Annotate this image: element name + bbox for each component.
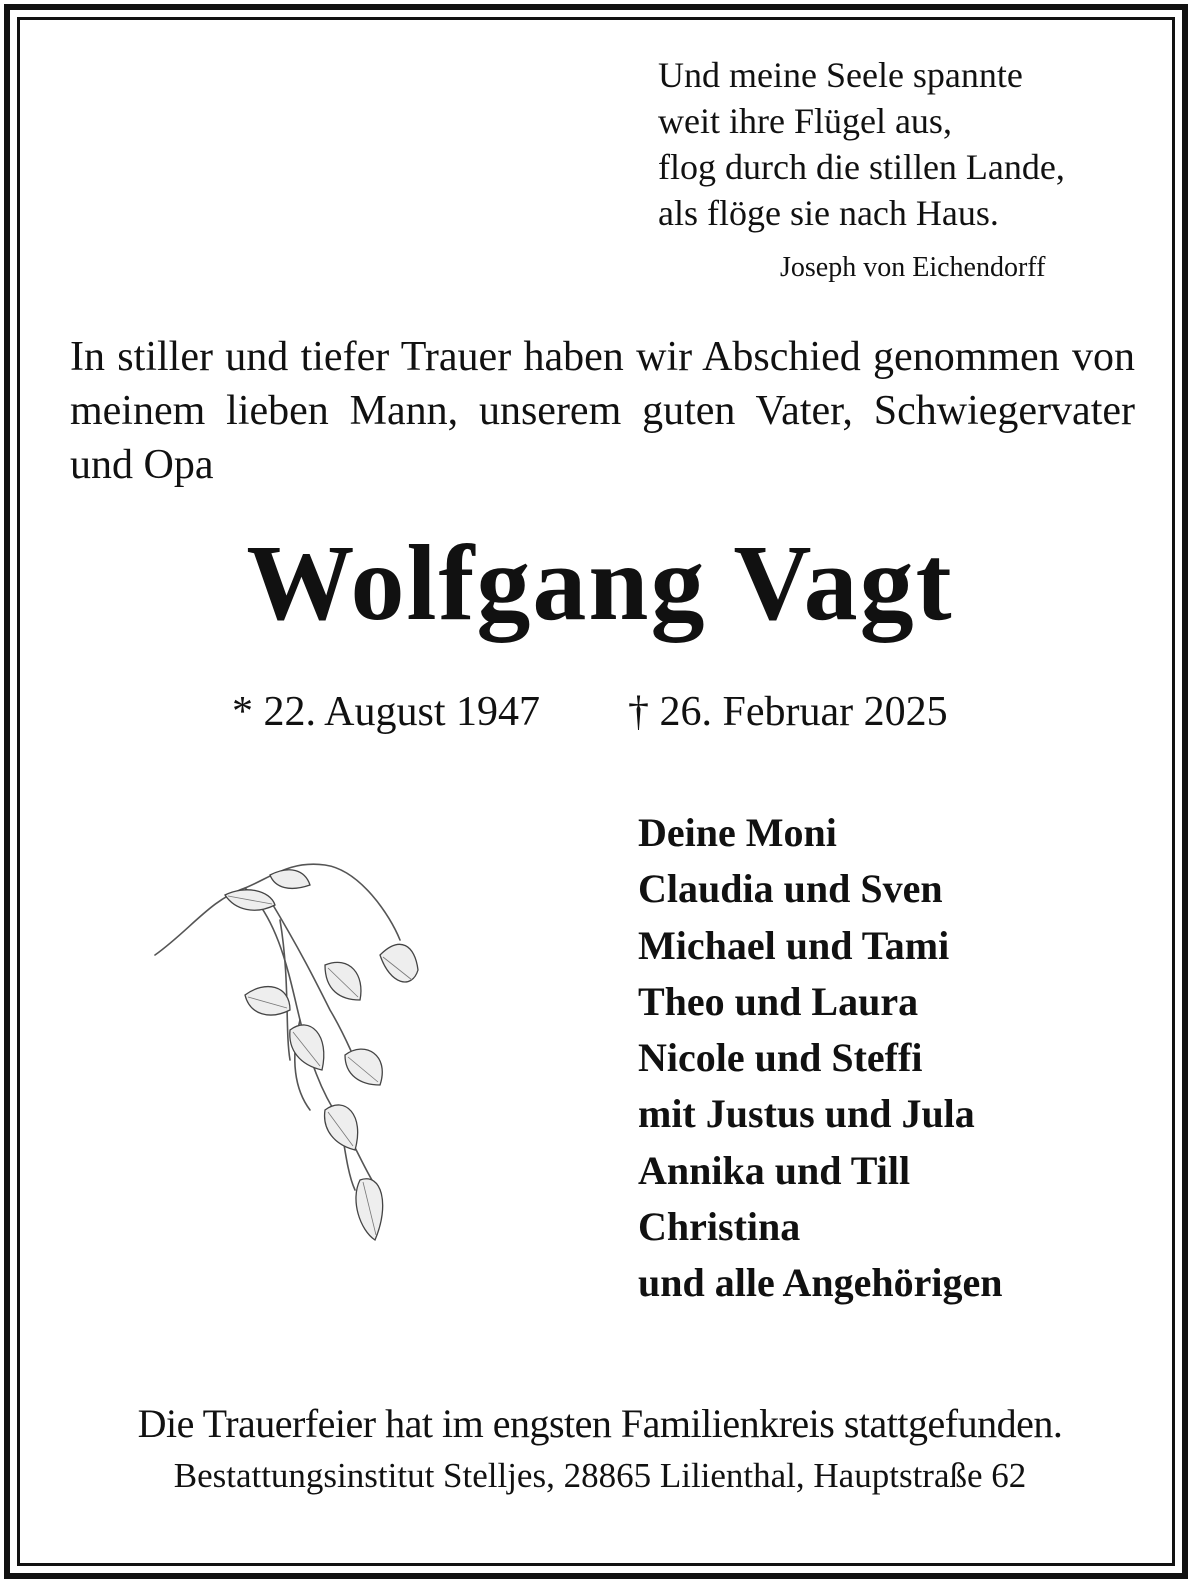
poem-line: weit ihre Flügel aus, (658, 101, 952, 141)
family-member: Nicole und Steffi (638, 1035, 923, 1081)
death-date: † 26. Februar 2025 (628, 689, 948, 735)
poem-line: als flöge sie nach Haus. (658, 193, 999, 233)
poem-line: flog durch die stillen Lande, (658, 147, 1065, 187)
deceased-name: Wolfgang Vagt (246, 524, 954, 643)
family-member: Annika und Till (638, 1147, 911, 1193)
inner-border (17, 17, 1175, 1566)
poem-author: Joseph von Eichendorff (780, 252, 1046, 283)
poem-line: Und meine Seele spannte (658, 55, 1023, 95)
family-member: Michael und Tami (638, 922, 950, 968)
family-member: Christina (638, 1204, 801, 1250)
family-member: Theo und Laura (638, 978, 919, 1024)
undertaker-info: Bestattungsinstitut Stelljes, 28865 Lilienthal, Hauptstraße 62 (173, 1456, 1027, 1495)
family-list (638, 805, 1003, 1312)
intro-text: In stiller und tiefer Trauer haben wir Abschied genommen von meinem lieben Mann, unserem guten Vater, Schwiegervater und Opa (70, 334, 1135, 488)
poem (658, 52, 1065, 236)
birch-branch-icon (150, 860, 440, 1270)
birth-date: * 22. August 1947 (232, 689, 541, 735)
family-member: Deine Moni (638, 810, 837, 855)
family-member: und alle Angehörigen (638, 1260, 1003, 1306)
family-member: Claudia und Sven (638, 866, 943, 912)
ceremony-note: Die Trauerfeier hat im engsten Familienkreis stattgefunden. (137, 1401, 1063, 1446)
family-member: mit Justus und Jula (638, 1091, 975, 1137)
